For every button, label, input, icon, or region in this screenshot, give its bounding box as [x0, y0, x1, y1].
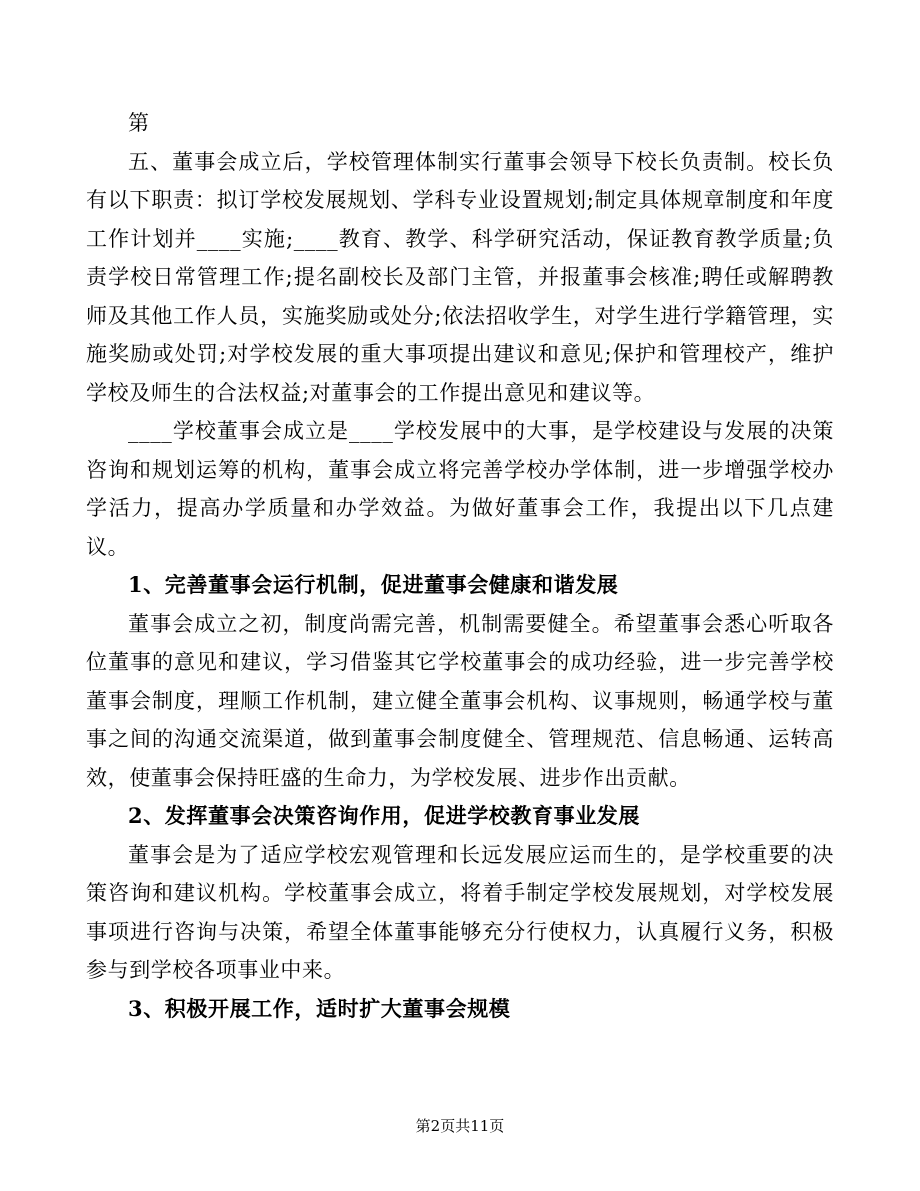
- paragraph: ____学校董事会成立是____学校发展中的大事，是学校建设与发展的决策咨询和规划运筹的机构，董事会成立将完善学校办学体制，进一步增强学校办学活力，提高办学质量和办学效益。为做好董事会工作，我提出以下几点建议。: [86, 419, 834, 559]
- paragraph: 董事会成立之初，制度尚需完善，机制需要健全。希望董事会悉心听取各位董事的意见和建议，学习借鉴其它学校董事会的成功经验，进一步完善学校董事会制度，理顺工作机制，建立健全董事会机构、议事规则，畅通学校与董事之间的沟通交流渠道，做到董事会制度健全、管理规范、信息畅通、运转高效，使董事会保持旺盛的生命力，为学校发展、进步作出贡献。: [86, 611, 834, 790]
- paragraph: 第: [128, 111, 150, 135]
- section-heading: 1、完善董事会运行机制，促进董事会健康和谐发展: [128, 572, 619, 597]
- paragraph: 五、董事会成立后，学校管理体制实行董事会领导下校长负责制。校长负有以下职责：拟订学校发展规划、学科专业设置规划;制定具体规章制度和年度工作计划并____实施;____教育、教学、科学研究活动，保证教育教学质量;负责学校日常管理工作;提名副校长及部门主管，并报董事会核准;聘任或解聘教师及其他工作人员，实施奖励或处分;依法招收学生，对学生进行学籍管理，实施奖励或处罚;对学校发展的重大事项提出建议和意见;保护和管理校产，维护学校及师生的合法权益;对董事会的工作提出意见和建议等。: [86, 149, 834, 405]
- section-heading: 2、发挥董事会决策咨询作用，促进学校教育事业发展: [128, 803, 641, 828]
- document-body: [86, 104, 834, 1028]
- page-number-footer: 第2页共11页: [415, 1117, 505, 1135]
- paragraph: 董事会是为了适应学校宏观管理和长远发展应运而生的，是学校重要的决策咨询和建议机构。学校董事会成立，将着手制定学校发展规划，对学校发展事项进行咨询与决策，希望全体董事能够充分行使权力，认真履行义务，积极参与到学校各项事业中来。: [86, 842, 834, 982]
- section-heading: 3、积极开展工作，适时扩大董事会规模: [128, 995, 511, 1021]
